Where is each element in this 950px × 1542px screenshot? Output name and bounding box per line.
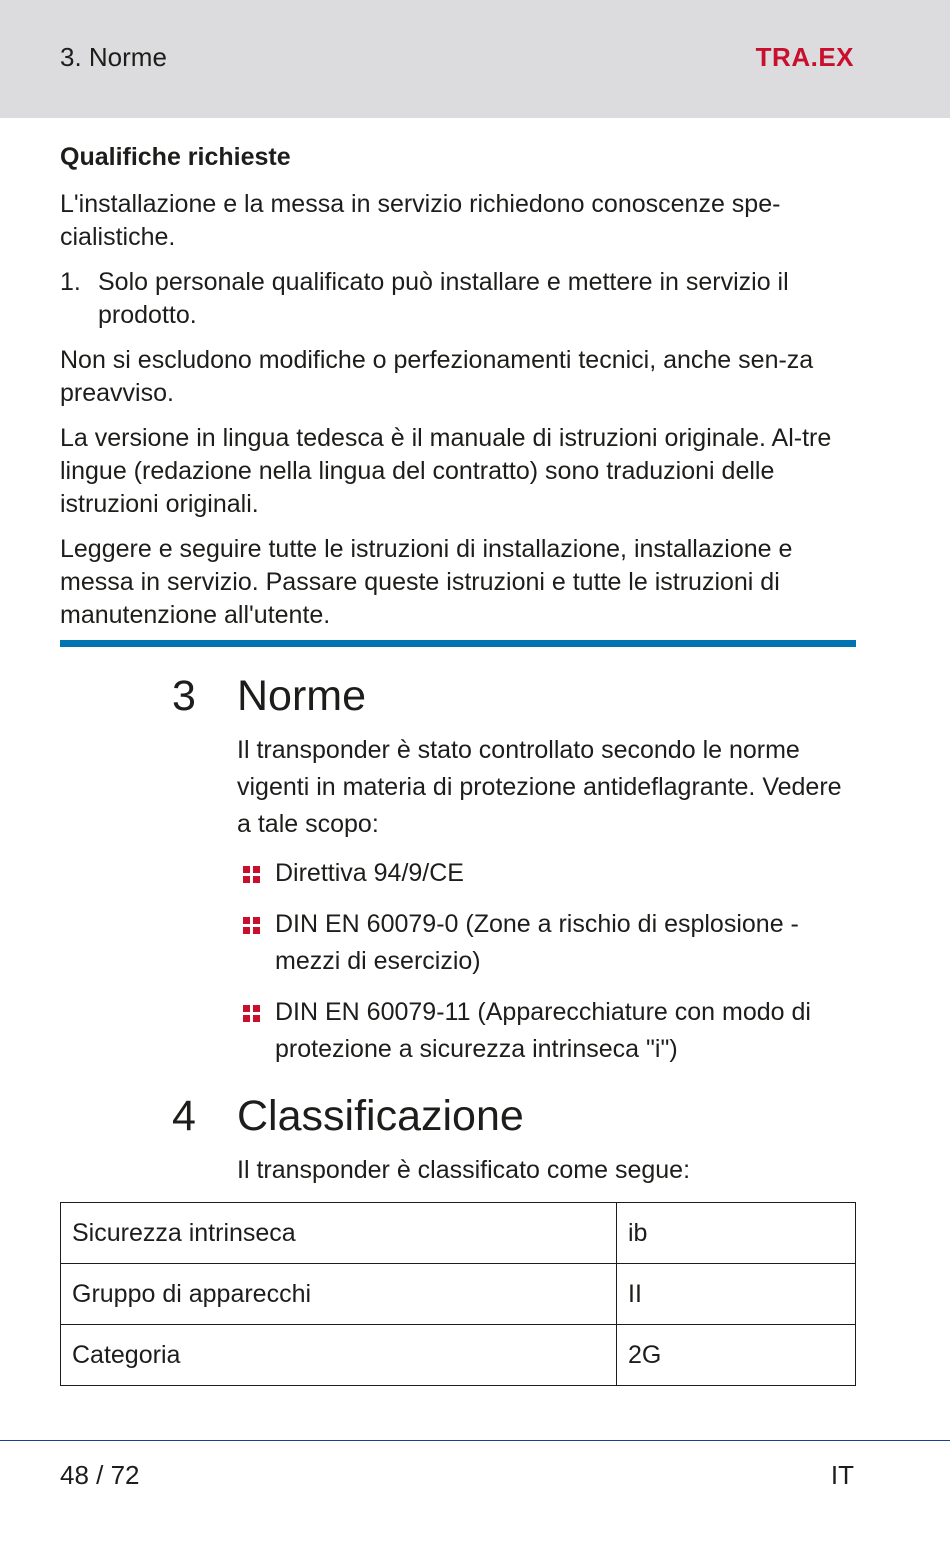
table-cell-label: Sicurezza intrinseca <box>61 1203 617 1264</box>
page-number: 48 / 72 <box>60 1460 140 1490</box>
header-section-title: 3. Norme <box>60 42 167 72</box>
brand-logo: TRA.EX <box>755 42 854 72</box>
chapter-norme <box>172 670 856 1082</box>
intro-paragraph-3: La versione in lingua tedesca è il manuale di istruzioni originale. Al-tre lingue (redazione nella lingua del contratto) sono traduzioni delle istruzioni originali. <box>60 424 832 518</box>
chapter-title: Classificazione <box>237 1092 524 1140</box>
list-item-text: DIN EN 60079-0 (Zone a rischio di esplosione - mezzi di esercizio) <box>275 910 799 975</box>
intro-paragraph-2: Non si escludono modifiche o perfezionamenti tecnici, anche sen-za preavviso. <box>60 346 814 407</box>
list-item <box>237 994 856 1068</box>
classification-table <box>60 1202 856 1386</box>
list-item-text: Direttiva 94/9/CE <box>275 859 464 887</box>
chapter-text: Il transponder è stato controllato secondo le norme vigenti in materia di protezione antideflagrante. Vedere a tale scopo: <box>237 736 842 838</box>
page-header <box>0 0 950 118</box>
chapter-title: Norme <box>237 672 367 720</box>
table-row <box>61 1264 856 1325</box>
qualifications-heading: Qualifiche richieste <box>60 143 291 171</box>
list-item <box>237 855 856 892</box>
table-cell-label: Gruppo di apparecchi <box>61 1264 617 1325</box>
intro-paragraph-4: Leggere e seguire tutte le istruzioni di installazione, installazione e messa in servizio. Passare queste istruzioni e tutte le istruzioni di manutenzione all'utente. <box>60 535 793 629</box>
chapter-heading <box>172 670 856 722</box>
chapter-number: 3 <box>172 672 196 720</box>
numbered-list-item <box>60 266 856 332</box>
four-square-bullet-icon <box>237 855 275 892</box>
list-item <box>237 906 856 980</box>
four-square-bullet-icon <box>237 906 275 943</box>
table-row <box>61 1325 856 1386</box>
footer-divider <box>0 1440 950 1441</box>
intro-paragraph-1: L'installazione e la messa in servizio richiedono conoscenze spe-cialistiche. <box>60 190 781 251</box>
table-cell-value: ib <box>617 1203 856 1264</box>
standards-list <box>237 855 856 1068</box>
chapter-text: Il transponder è classificato come segue: <box>237 1156 691 1184</box>
intro-section <box>60 140 856 644</box>
list-number: 1. <box>60 268 81 296</box>
section-divider <box>60 640 856 647</box>
chapter-number: 4 <box>172 1092 196 1140</box>
table-cell-label: Categoria <box>61 1325 617 1386</box>
chapter-classificazione <box>172 1090 856 1201</box>
four-square-bullet-icon <box>237 994 275 1031</box>
list-item-text: Solo personale qualificato può installare e mettere in servizio il prodotto. <box>98 268 789 329</box>
table-row <box>61 1203 856 1264</box>
chapter-heading <box>172 1090 856 1142</box>
table-cell-value: 2G <box>617 1325 856 1386</box>
list-item-text: DIN EN 60079-11 (Apparecchiature con modo di protezione a sicurezza intrinseca "i") <box>275 998 811 1063</box>
language-code: IT <box>830 1460 854 1490</box>
table-cell-value: II <box>617 1264 856 1325</box>
